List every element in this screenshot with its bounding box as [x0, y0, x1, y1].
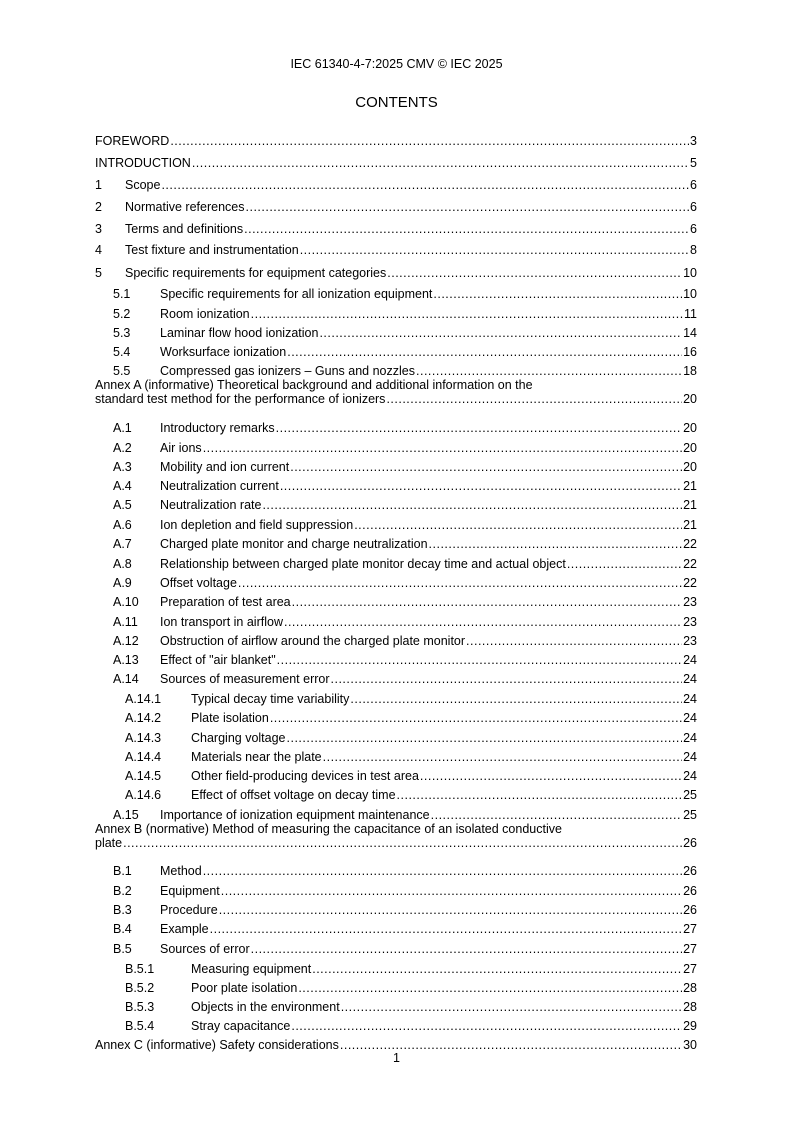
toc-entry-number: A.15 [113, 808, 139, 822]
dot-leader [341, 1000, 682, 1015]
document-header: IEC 61340-4-7:2025 CMV © IEC 2025 [290, 57, 503, 71]
toc-entry-number: 5.1 [113, 287, 131, 301]
toc-entry-page: 8 [690, 243, 697, 257]
toc-entry-number: A.5 [113, 498, 132, 512]
toc-entry-title: Charged plate monitor and charge neutralization [160, 537, 428, 551]
toc-entry-title: Importance of ionization equipment maintenance [160, 808, 430, 822]
toc-entry-page: 20 [683, 441, 697, 455]
toc-entry-page: 23 [683, 634, 697, 648]
toc-entry-page: 24 [683, 750, 697, 764]
toc-entry-number: 5.4 [113, 345, 131, 359]
toc-entry-title: Effect of offset voltage on decay time [191, 788, 396, 802]
toc-entry-page: 28 [683, 981, 697, 995]
toc-entry-page: 26 [683, 903, 697, 917]
toc-entry-page: 22 [683, 576, 697, 590]
toc-entry-title: Scope [125, 178, 161, 192]
toc-entry-number: B.5.2 [125, 981, 155, 995]
toc-entry-page: 27 [683, 922, 697, 936]
toc-entry-title: Introductory remarks [160, 421, 275, 435]
page-title: CONTENTS [355, 94, 438, 111]
toc-entry-number: 5.3 [113, 326, 131, 340]
toc-entry-number: B.5 [113, 942, 132, 956]
toc-entry-number: A.14.2 [125, 711, 162, 725]
toc-entry-number: A.4 [113, 479, 132, 493]
dot-leader [123, 836, 682, 851]
toc-entry-number: A.14.5 [125, 769, 162, 783]
toc-entry-page: 22 [683, 537, 697, 551]
toc-entry-number: A.8 [113, 557, 132, 571]
toc-entry-number: 2 [95, 200, 102, 214]
toc-entry-page: 24 [683, 711, 697, 725]
toc-entry-title: Test fixture and instrumentation [125, 243, 299, 257]
dot-leader [161, 178, 689, 193]
toc-entry-title: Materials near the plate [191, 750, 322, 764]
toc-entry-page: 22 [683, 557, 697, 571]
toc-entry-title: FOREWORD [95, 134, 170, 148]
toc-entry-title: Measuring equipment [191, 962, 312, 976]
toc-entry-page: 25 [683, 808, 697, 822]
toc-entry-title: Laminar flow hood ionization [160, 326, 319, 340]
toc-entry-page: 21 [683, 518, 697, 532]
dot-leader [210, 922, 682, 937]
toc-entry-page: 24 [683, 653, 697, 667]
toc-entry-title: Relationship between charged plate monitor decay time and actual object [160, 557, 566, 571]
toc-entry-title: INTRODUCTION [95, 156, 191, 170]
toc-entry-page: 24 [683, 769, 697, 783]
dot-leader [420, 769, 682, 784]
toc-entry-title: Method [160, 864, 202, 878]
toc-entry-title: Neutralization current [160, 479, 279, 493]
toc-entry-title: Sources of measurement error [160, 672, 330, 686]
toc-entry-number: A.3 [113, 460, 132, 474]
dot-leader [219, 903, 682, 918]
toc-entry-number: A.1 [113, 421, 132, 435]
dot-leader [290, 460, 682, 475]
toc-entry-number: 5 [95, 266, 102, 280]
toc-entry-page: 23 [683, 595, 697, 609]
dot-leader [221, 884, 682, 899]
dot-leader [431, 808, 682, 823]
toc-entry-title: Compressed gas ionizers – Guns and nozzles [160, 364, 415, 378]
toc-entry-page: 6 [690, 222, 697, 236]
toc-entry-page: 16 [683, 345, 697, 359]
toc-entry-title: Equipment [160, 884, 220, 898]
toc-entry-number: B.5.3 [125, 1000, 155, 1014]
toc-entry-number: 5.5 [113, 364, 131, 378]
toc-entry-number: A.14.3 [125, 731, 162, 745]
toc-entry-number: 5.2 [113, 307, 131, 321]
toc-entry-page: 24 [683, 672, 697, 686]
toc-entry-page: 10 [683, 287, 697, 301]
toc-entry-number: A.9 [113, 576, 132, 590]
toc-entry-title: Ion transport in airflow [160, 615, 283, 629]
toc-entry-page: 30 [683, 1038, 697, 1052]
toc-entry-number: B.5.1 [125, 962, 155, 976]
toc-entry-page: 21 [683, 498, 697, 512]
toc-entry-page: 20 [683, 421, 697, 435]
dot-leader [287, 731, 683, 746]
dot-leader [350, 692, 682, 707]
dot-leader [429, 537, 683, 552]
toc-entry-title: Mobility and ion current [160, 460, 290, 474]
dot-leader [251, 942, 682, 957]
toc-entry-number: A.14 [113, 672, 139, 686]
dot-leader [280, 479, 682, 494]
toc-entry-number: A.12 [113, 634, 139, 648]
toc-entry-title: Offset voltage [160, 576, 237, 590]
toc-entry-title: Specific requirements for equipment categories [125, 266, 387, 280]
toc-entry-page: 23 [683, 615, 697, 629]
toc-entry-title: Stray capacitance [191, 1019, 291, 1033]
toc-entry-page: 28 [683, 1000, 697, 1014]
toc-entry-title: Annex C (informative) Safety considerations [95, 1038, 339, 1052]
dot-leader [287, 345, 682, 360]
toc-entry-number: 4 [95, 243, 102, 257]
dot-leader [292, 595, 682, 610]
toc-entry-title: Normative references [125, 200, 245, 214]
dot-leader [246, 200, 690, 215]
dot-leader [262, 498, 682, 513]
toc-entry-number: A.7 [113, 537, 132, 551]
toc-entry-number: B.4 [113, 922, 132, 936]
toc-entry-page: 21 [683, 479, 697, 493]
dot-leader [416, 364, 682, 379]
toc-entry-number: B.2 [113, 884, 132, 898]
toc-entry-title: Sources of error [160, 942, 250, 956]
toc-entry-number: A.14.6 [125, 788, 162, 802]
toc-entry-number: 1 [95, 178, 102, 192]
dot-leader [238, 576, 682, 591]
toc-entry-number: A.6 [113, 518, 132, 532]
toc-entry-title-continued: standard test method for the performance of ionizers [95, 392, 386, 406]
dot-leader [466, 634, 682, 649]
toc-entry-number: B.3 [113, 903, 132, 917]
toc-entry-number: 3 [95, 222, 102, 236]
dot-leader [354, 518, 682, 533]
dot-leader [567, 557, 682, 572]
dot-leader [433, 287, 682, 302]
toc-entry-page: 29 [683, 1019, 697, 1033]
toc-entry-title: Effect of "air blanket" [160, 653, 276, 667]
dot-leader [170, 134, 689, 149]
toc-entry-number: B.5.4 [125, 1019, 155, 1033]
dot-leader [291, 1019, 682, 1034]
toc-entry-title: Terms and definitions [125, 222, 244, 236]
toc-entry-title: Air ions [160, 441, 202, 455]
dot-leader [298, 981, 682, 996]
dot-leader [284, 615, 682, 630]
toc-entry-page: 3 [690, 134, 697, 148]
toc-entry-number: B.1 [113, 864, 132, 878]
toc-entry-page: 14 [683, 326, 697, 340]
dot-leader [386, 392, 682, 407]
toc-entry-page: 11 [684, 307, 697, 321]
toc-entry-page: 20 [683, 392, 697, 406]
toc-entry-number: A.2 [113, 441, 132, 455]
toc-entry-title: Preparation of test area [160, 595, 291, 609]
toc-entry-title: Typical decay time variability [191, 692, 350, 706]
toc-entry-page: 10 [683, 266, 697, 280]
toc-entry-title: Annex B (normative) Method of measuring the capacitance of an isolated conductive [95, 822, 562, 836]
toc-entry-title: Example [160, 922, 209, 936]
toc-entry-number: A.10 [113, 595, 139, 609]
toc-entry-title: Room ionization [160, 307, 250, 321]
toc-entry-page: 24 [683, 731, 697, 745]
toc-entry-page: 5 [690, 156, 697, 170]
dot-leader [244, 222, 689, 237]
toc-entry-page: 26 [683, 836, 697, 850]
dot-leader [312, 962, 682, 977]
dot-leader [331, 672, 683, 687]
toc-entry-title: Plate isolation [191, 711, 269, 725]
dot-leader [203, 441, 682, 456]
toc-entry-title: Poor plate isolation [191, 981, 298, 995]
toc-entry-title: Other field-producing devices in test area [191, 769, 419, 783]
dot-leader [387, 266, 682, 281]
toc-entry-title: Obstruction of airflow around the charged plate monitor [160, 634, 466, 648]
dot-leader [300, 243, 689, 258]
toc-entry-page: 25 [683, 788, 697, 802]
toc-entry-number: A.14.1 [125, 692, 162, 706]
toc-entry-page: 26 [683, 884, 697, 898]
dot-leader [270, 711, 682, 726]
toc-entry-page: 6 [690, 178, 697, 192]
toc-entry-title: Ion depletion and field suppression [160, 518, 354, 532]
toc-entry-number: A.11 [113, 615, 138, 629]
toc-entry-page: 27 [683, 962, 697, 976]
dot-leader [251, 307, 683, 322]
toc-entry-title: Worksurface ionization [160, 345, 287, 359]
dot-leader [323, 750, 682, 765]
toc-entry-number: A.14.4 [125, 750, 162, 764]
toc-entry-page: 24 [683, 692, 697, 706]
dot-leader [203, 864, 682, 879]
dot-leader [397, 788, 683, 803]
toc-entry-page: 18 [683, 364, 697, 378]
dot-leader [277, 653, 682, 668]
toc-entry-title: Neutralization rate [160, 498, 262, 512]
toc-entry-page: 26 [683, 864, 697, 878]
dot-leader [319, 326, 682, 341]
toc-entry-title: Specific requirements for all ionization equipment [160, 287, 433, 301]
dot-leader [192, 156, 689, 171]
dot-leader [276, 421, 682, 436]
toc-entry-title: Procedure [160, 903, 218, 917]
toc-entry-page: 27 [683, 942, 697, 956]
toc-entry-page: 6 [690, 200, 697, 214]
toc-entry-page: 20 [683, 460, 697, 474]
toc-entry-title: Charging voltage [191, 731, 286, 745]
toc-entry-title: Annex A (informative) Theoretical background and additional information on the [95, 378, 533, 392]
toc-entry-number: A.13 [113, 653, 139, 667]
toc-entry-title-continued: plate [95, 836, 123, 850]
toc-entry-title: Objects in the environment [191, 1000, 340, 1014]
page-number: 1 [393, 1051, 400, 1065]
